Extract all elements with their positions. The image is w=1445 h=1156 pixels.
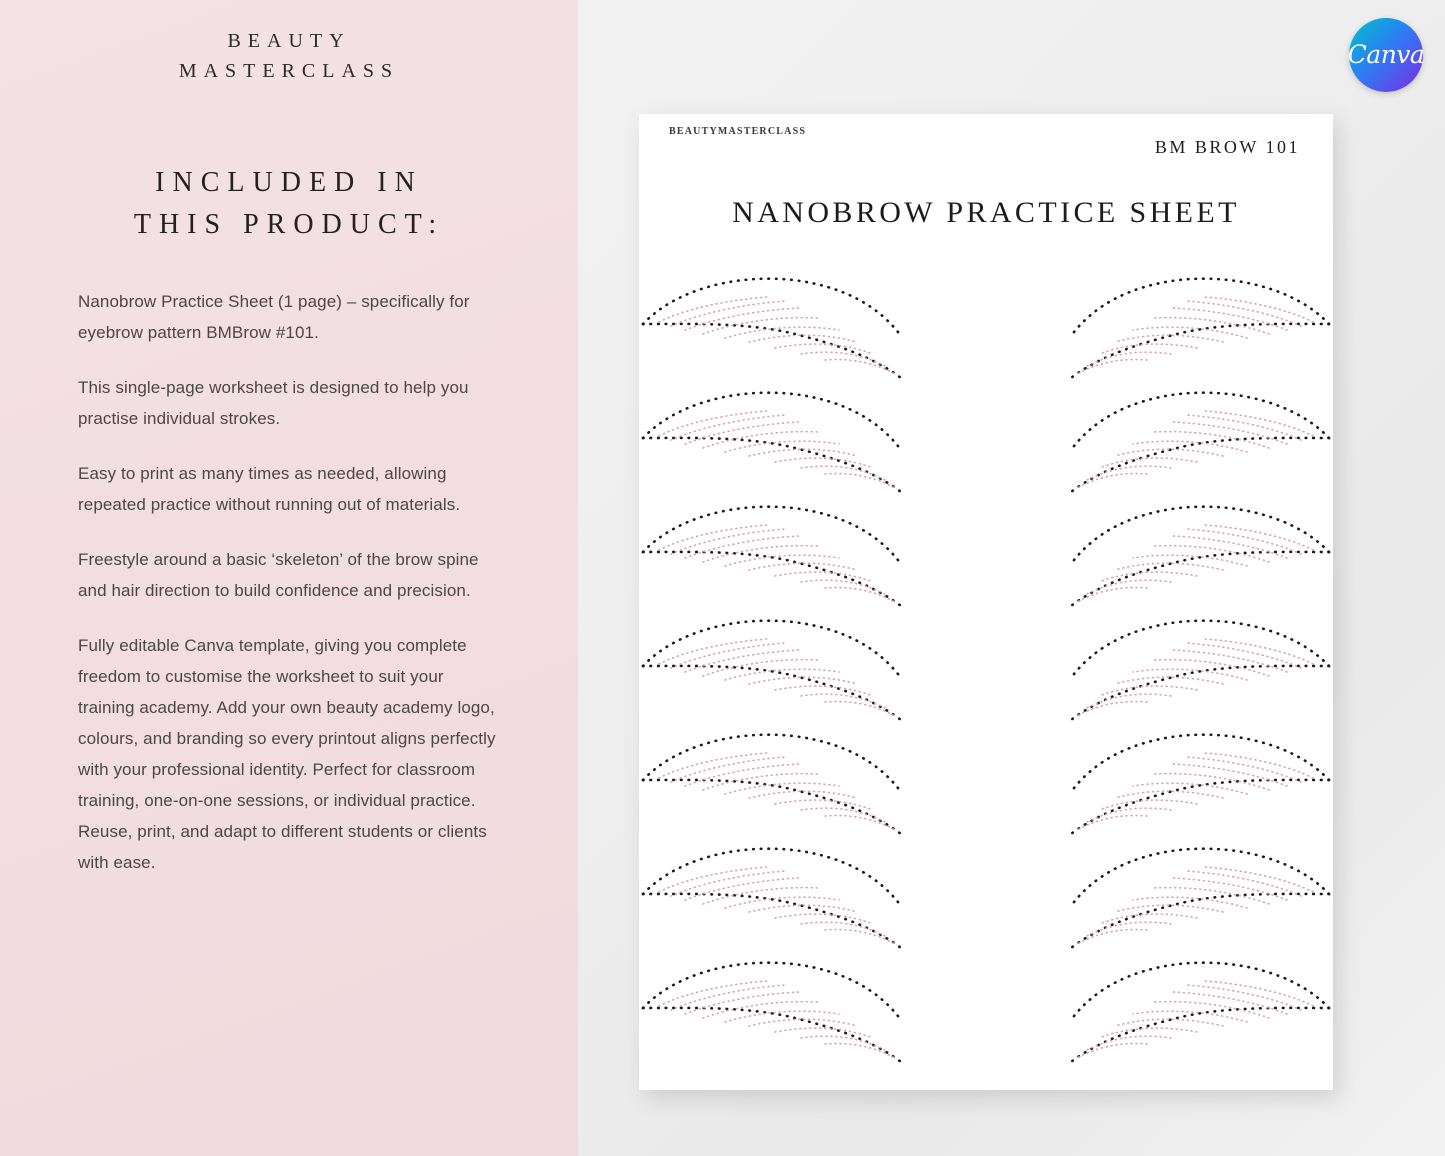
practice-sheet-preview <box>639 114 1333 1090</box>
description-paragraph: Fully editable Canva template, giving you complete freedom to customise the worksheet to suit your training academy. Add your own beauty academy logo, colours, and branding so every printout aligns perfectly with your professional identity. Perfect for classroom training, one-on-one sessions, or individual practice. Reuse, print, and adapt to different students or clients with ease. <box>78 636 496 872</box>
right-preview-panel <box>578 0 1445 1156</box>
sheet-code-label: BM BROW 101 <box>1154 137 1300 157</box>
sheet-title: NANOBROW PRACTICE SHEET <box>732 196 1240 229</box>
description-paragraph: Easy to print as many times as needed, allowing repeated practice without running out of materials. <box>78 464 461 514</box>
page-title <box>0 162 578 246</box>
description-body <box>78 286 500 878</box>
description-paragraph: Freestyle around a basic ‘skeleton’ of the brow spine and hair direction to build confidence and precision. <box>78 550 479 600</box>
brand-line-2: MASTERCLASS <box>178 60 400 82</box>
sheet-header <box>639 114 1333 174</box>
canva-logo-label: Canva <box>1347 39 1425 69</box>
brow-practice-grid <box>639 262 1333 1072</box>
left-info-panel <box>0 0 578 1156</box>
page-title-line-1: INCLUDED IN <box>155 167 423 198</box>
description-paragraph: Nanobrow Practice Sheet (1 page) – specifically for eyebrow pattern BMBrow #101. <box>78 292 470 342</box>
page-title-line-2: THIS PRODUCT: <box>133 209 445 240</box>
description-paragraph: This single-page worksheet is designed to help you practise individual strokes. <box>78 378 469 428</box>
brand-logo <box>0 0 578 86</box>
sheet-brand-label: BEAUTYMASTERCLASS <box>669 126 807 137</box>
canva-logo-icon <box>1349 18 1423 92</box>
brow-pattern-svg <box>639 262 1333 1072</box>
brand-line-1: BEAUTY <box>227 30 351 52</box>
